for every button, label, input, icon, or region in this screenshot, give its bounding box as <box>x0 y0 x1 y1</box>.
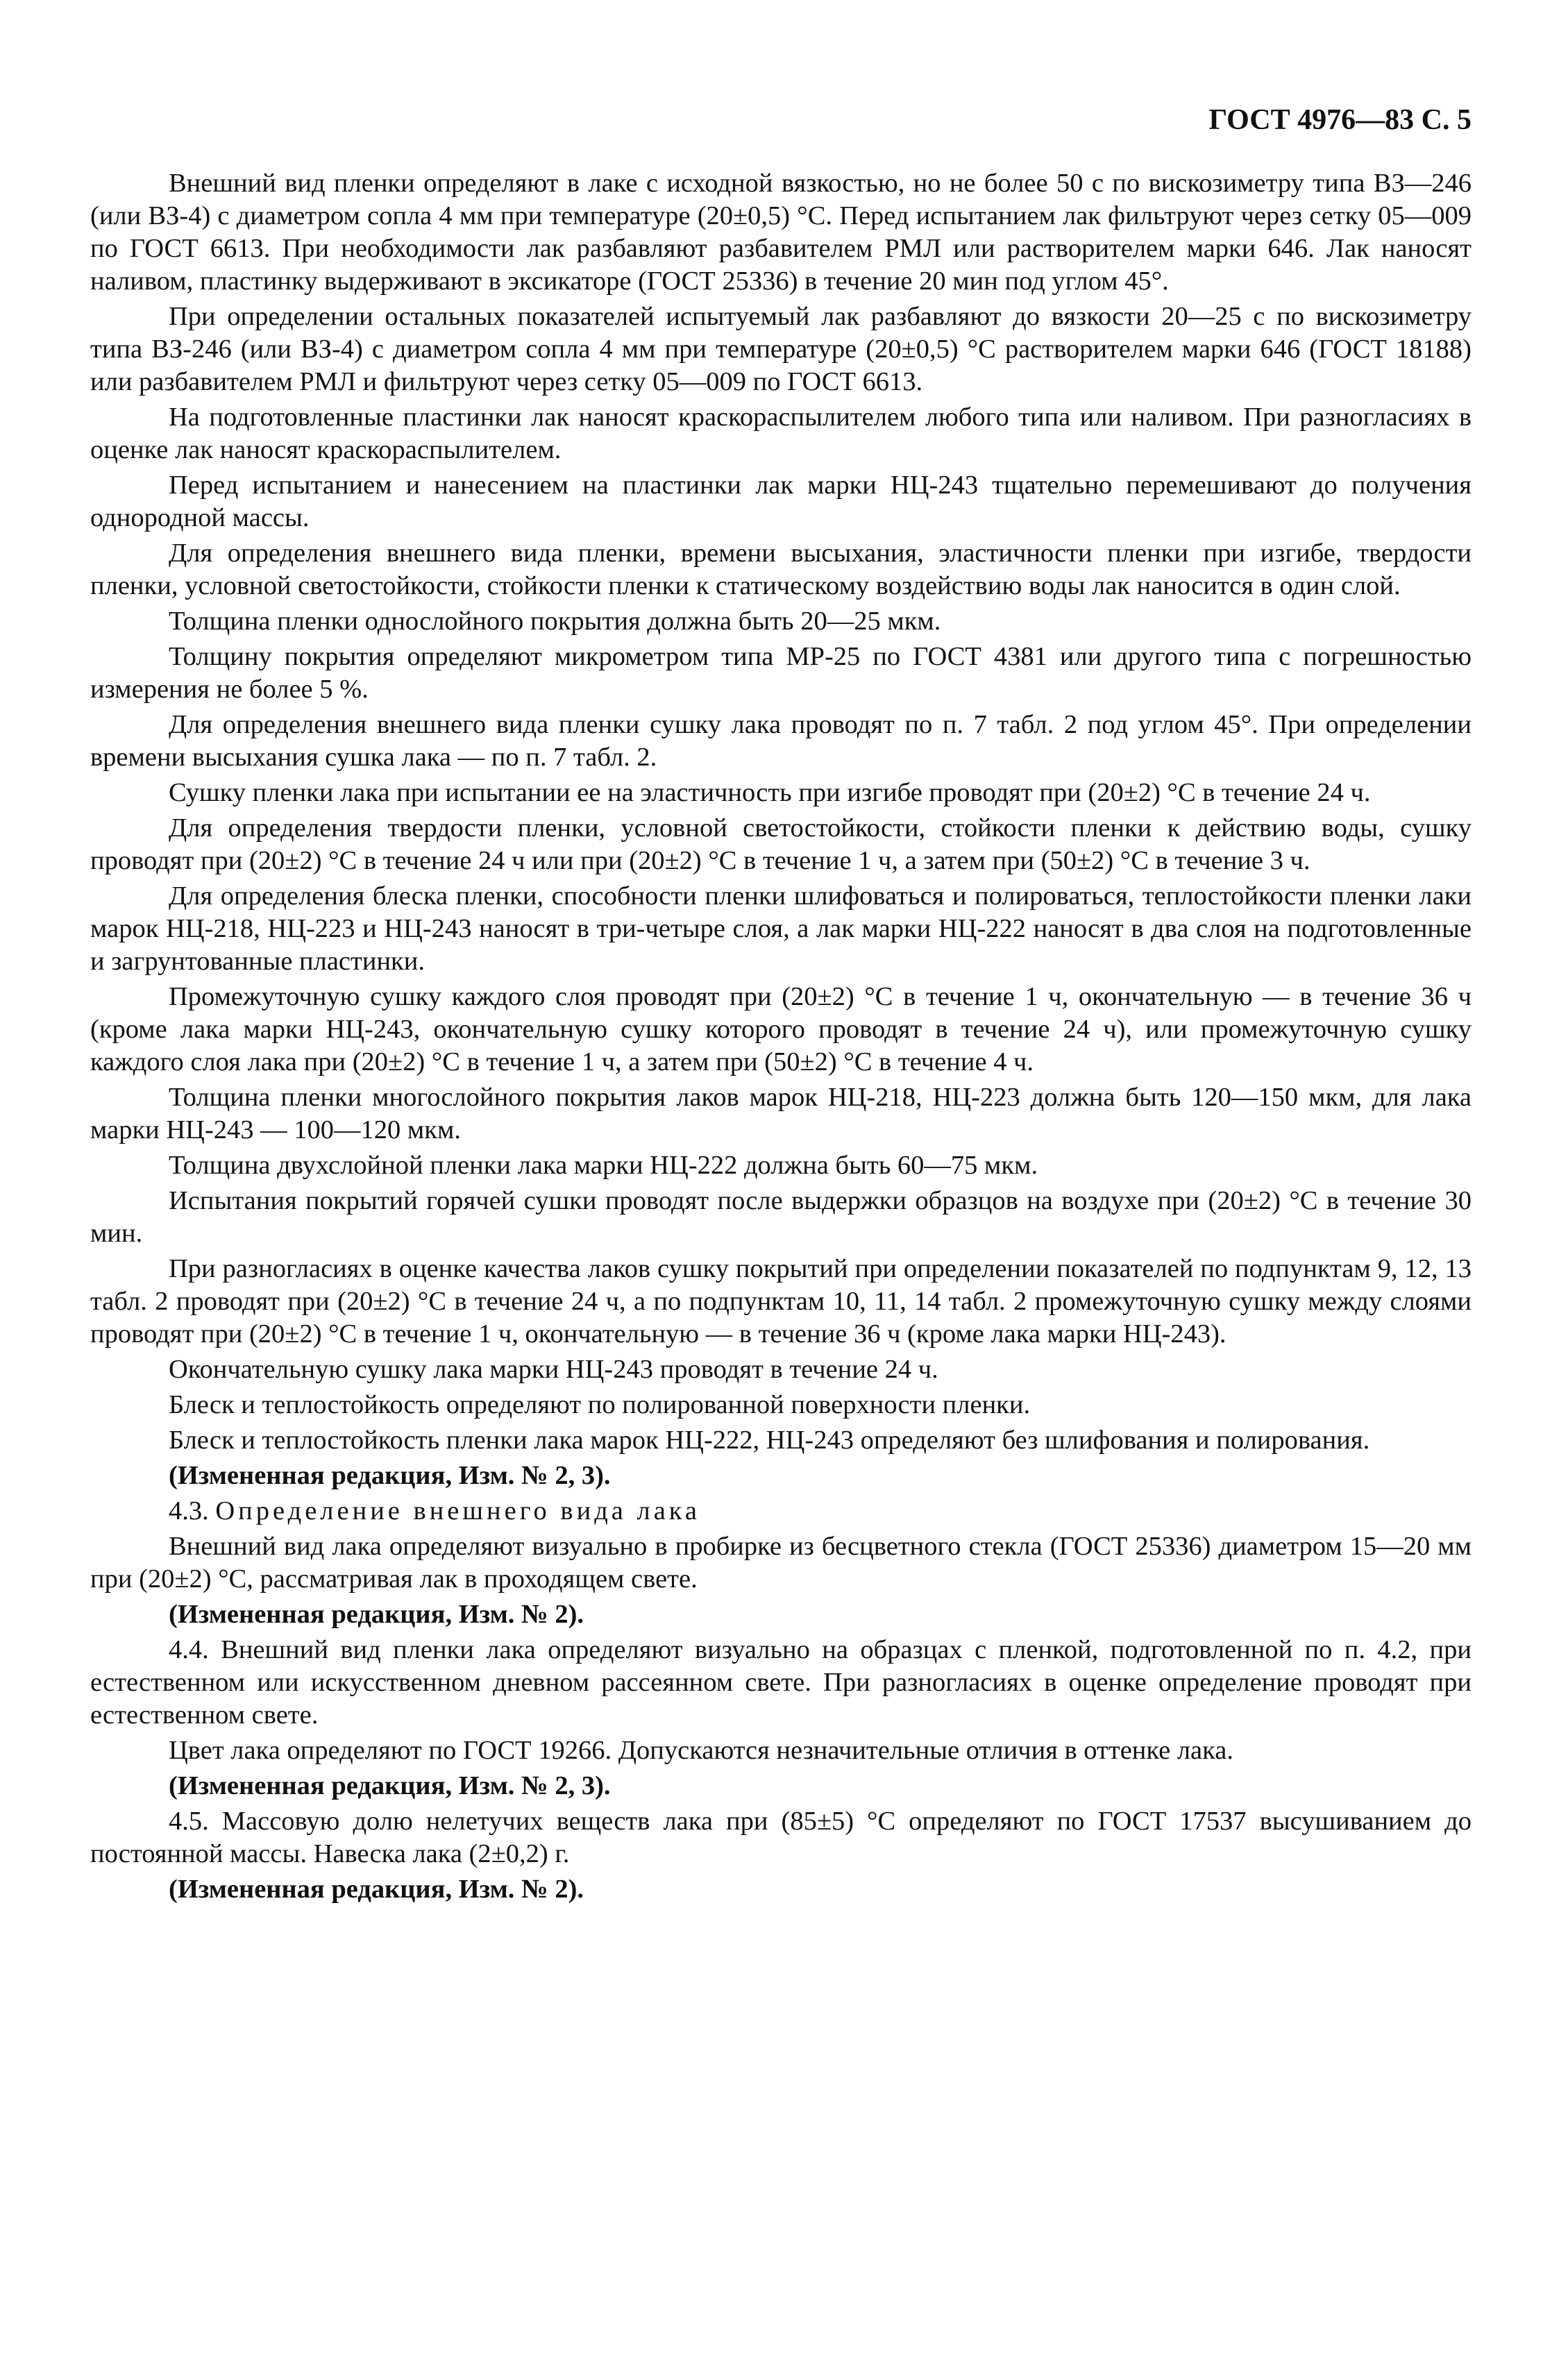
page-header: ГОСТ 4976—83 С. 5 <box>1208 104 1472 136</box>
paragraph: Толщина двухслойной пленки лака марки НЦ-222 должна быть 60—75 мкм. <box>169 1151 1038 1180</box>
paragraph: На подготовленные пластинки лак наносят краскораспылителем любого типа или наливом. При разногласиях в оценке лак наносят краскораспылителем. <box>90 403 1472 464</box>
paragraph: Для определения внешнего вида пленки, времени высыхания, эластичности пленки при изгибе, твердости пленки, условной светостойкости, стойкости пленки к статическому воздействию воды лак наносится в один слой. <box>90 539 1472 600</box>
paragraph: Толщина пленки многослойного покрытия лаков марок НЦ-218, НЦ-223 должна быть 120—150 мкм, для лака марки НЦ-243 — 100—120 мкм. <box>90 1083 1472 1144</box>
paragraph-4-4: 4.4. Внешний вид пленки лака определяют визуально на образцах с пленкой, подготовленной по п. 4.2, при естественном или искусственном дневном рассеянном свете. При разногласиях в оценке определение проводят при естественном свете. <box>90 1635 1472 1730</box>
amendment-note: (Измененная редакция, Изм. № 2, 3). <box>169 1461 611 1490</box>
paragraph: При определении остальных показателей испытуемый лак разбавляют до вязкости 20—25 с по вискозиметру типа ВЗ-246 (или ВЗ-4) с диаметром сопла 4 мм при температуре (20±0,5) °С растворителем марки 646 (ГОСТ 18188) или разбавителем РМЛ и фильтруют через сетку 05—009 по ГОСТ 6613. <box>90 302 1472 396</box>
paragraph: Внешний вид лака определяют визуально в пробирке из бесцветного стекла (ГОСТ 25336) диаметром 15—20 мм при (20±2) °С, рассматривая лак в проходящем свете. <box>90 1532 1472 1594</box>
paragraph-4-5: 4.5. Массовую долю нелетучих веществ лака при (85±5) °С определяют по ГОСТ 17537 высушиванием до постоянной массы. Навеска лака (2±0,2) г. <box>90 1807 1472 1868</box>
paragraph: Для определения блеска пленки, способности пленки шлифоваться и полироваться, теплостойкости пленки лаки марок НЦ-218, НЦ-223 и НЦ-243 наносят в три-четыре слоя, а лак марки НЦ-222 наносят в два слоя на подготовленные и загрунтованные пластинки. <box>90 881 1472 976</box>
paragraph: Блеск и теплостойкость пленки лака марок НЦ-222, НЦ-243 определяют без шлифования и полирования. <box>169 1426 1370 1455</box>
paragraph: Блеск и теплостойкость определяют по полированной поверхности пленки. <box>169 1390 1031 1419</box>
paragraph: Испытания покрытий горячей сушки проводят после выдержки образцов на воздухе при (20±2) °С в течение 30 мин. <box>90 1186 1472 1248</box>
paragraph: Промежуточную сушку каждого слоя проводят при (20±2) °С в течение 1 ч, окончательную — в течение 36 ч (кроме лака марки НЦ-243, окончательную сушку которого проводят в течение 24 ч), или промежуточную сушку каждого слоя лака при (20±2) °С в течение 1 ч, а затем при (50±2) °С в течение 4 ч. <box>90 982 1472 1076</box>
paragraph: Толщина пленки однослойного покрытия должна быть 20—25 мкм. <box>169 607 941 636</box>
section-title: Определение внешнего вида лака <box>215 1496 701 1526</box>
paragraph: Сушку пленки лака при испытании ее на эластичность при изгибе проводят при (20±2) °С в течение 24 ч. <box>169 778 1371 807</box>
paragraph: Цвет лака определяют по ГОСТ 19266. Допускаются незначительные отличия в оттенке лака. <box>169 1736 1233 1765</box>
amendment-note: (Измененная редакция, Изм. № 2). <box>169 1875 584 1904</box>
section-heading-4-3 <box>90 1495 1472 1528</box>
paragraph: Для определения твердости пленки, условной светостойкости, стойкости пленки к действию воды, сушку проводят при (20±2) °С в течение 24 ч или при (20±2) °С в течение 1 ч, а затем при (50±2) °С в течение 3 ч. <box>90 813 1472 875</box>
paragraph: При разногласиях в оценке качества лаков сушку покрытий при определении показателей по подпунктам 9, 12, 13 табл. 2 проводят при (20±2) °С в течение 24 ч, а по подпунктам 10, 11, 14 табл. 2 промежуточную сушку между слоями проводят при (20±2) °С в течение 1 ч, окончательную — в течение 36 ч (кроме лака марки НЦ-243). <box>90 1254 1472 1349</box>
paragraph: Внешний вид пленки определяют в лаке с исходной вязкостью, но не более 50 с по вискозиметру типа ВЗ—246 (или ВЗ-4) с диаметром сопла 4 мм при температуре (20±0,5) °С. Перед испытанием лак фильтруют через сетку 05—009 по ГОСТ 6613. При необходимости лак разбавляют разбавителем РМЛ или растворителем марки 646. Лак наносят наливом, пластинку выдерживают в эксикаторе (ГОСТ 25336) в течение 20 мин под углом 45°. <box>90 169 1472 296</box>
paragraph: Перед испытанием и нанесением на пластинки лак марки НЦ-243 тщательно перемешивают до получения однородной массы. <box>90 471 1472 532</box>
document-page <box>90 104 1472 1909</box>
amendment-note: (Измененная редакция, Изм. № 2). <box>169 1600 584 1629</box>
paragraph: Для определения внешнего вида пленки сушку лака проводят по п. 7 табл. 2 под углом 45°. При определении времени высыхания сушка лака — по п. 7 табл. 2. <box>90 710 1472 772</box>
amendment-note: (Измененная редакция, Изм. № 2, 3). <box>169 1771 611 1800</box>
paragraph: Окончательную сушку лака марки НЦ-243 проводят в течение 24 ч. <box>169 1355 938 1384</box>
section-number: 4.3. <box>169 1496 209 1526</box>
paragraph: Толщину покрытия определяют микрометром типа МР-25 по ГОСТ 4381 или другого типа с погрешностью измерения не более 5 %. <box>90 642 1472 704</box>
